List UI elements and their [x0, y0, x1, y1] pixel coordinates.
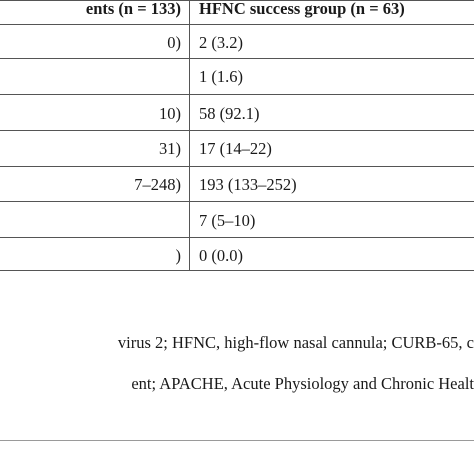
header-hfnc-success: HFNC success group (n = 63) — [199, 0, 405, 18]
table-cell: 0) — [167, 33, 181, 52]
table-cell: 193 (133–252) — [199, 175, 297, 194]
column-divider — [189, 0, 190, 270]
footnote-line-2: ent; APACHE, Acute Physiology and Chronic Healt — [131, 374, 474, 393]
row-rule — [0, 58, 474, 59]
header-all-patients: ents (n = 133) — [85, 0, 181, 18]
table-cell: 58 (92.1) — [199, 104, 260, 123]
row-rule — [0, 237, 474, 238]
page-bottom-rule — [0, 440, 474, 441]
table-cell: 7 (5–10) — [199, 211, 256, 230]
table-bottom-rule — [0, 270, 474, 271]
row-rule — [0, 201, 474, 202]
table-cell: 17 (14–22) — [199, 139, 272, 158]
row-rule — [0, 130, 474, 131]
footnote-line-1: virus 2; HFNC, high-flow nasal cannula; CURB-65, c — [117, 333, 474, 352]
table-cell: 1 (1.6) — [199, 67, 243, 86]
table-cell: ) — [175, 246, 181, 265]
header-rule — [0, 24, 474, 25]
table-cell: 2 (3.2) — [199, 33, 243, 52]
row-rule — [0, 94, 474, 95]
table-cell: 0 (0.0) — [199, 246, 243, 265]
table-cell: 10) — [159, 104, 181, 123]
table-cell: 31) — [159, 139, 181, 158]
table-cell: 7–248) — [134, 175, 181, 194]
row-rule — [0, 166, 474, 167]
